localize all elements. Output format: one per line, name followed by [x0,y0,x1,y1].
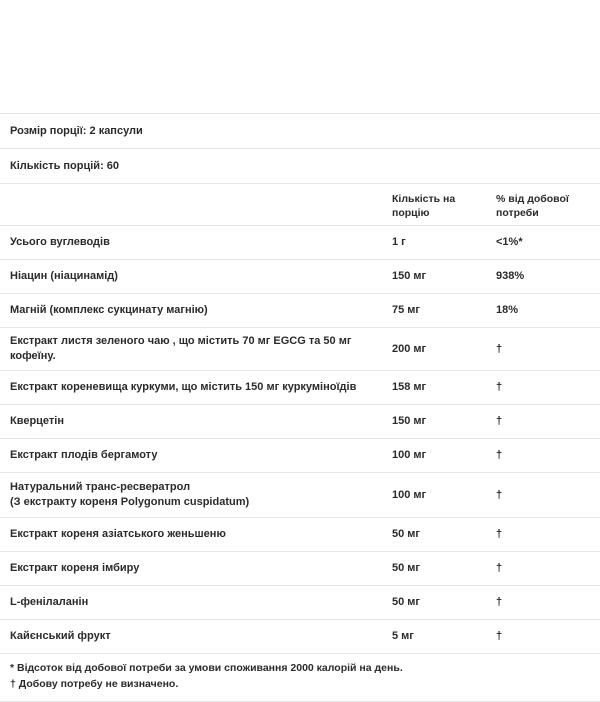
nutrient-name: Екстракт кореневища куркуми, що містить 150 мг куркуміноїдів [0,371,392,405]
table-header-row [0,184,600,226]
nutrient-daily-value: † [496,586,600,620]
nutrient-amount: 75 мг [392,294,496,328]
nutrient-source: (З екстракту кореня Polygonum cuspidatum) [10,496,250,509]
nutrient-daily-value: † [496,405,600,439]
table-row [0,518,600,552]
servings-dv-spacer [496,149,600,184]
nutrient-name: Усього вуглеводів [0,226,392,260]
nutrient-daily-value: † [496,620,600,654]
footnotes [0,654,600,702]
nutrient-daily-value: † [496,371,600,405]
servings-per-container-label: Кількість порцій: 60 [0,149,392,184]
nutrient-amount: 100 мг [392,439,496,473]
serving-size-dv-spacer [496,114,600,149]
table-row [0,226,600,260]
nutrient-name: Кверцетін [0,405,392,439]
nutrient-name: Ніацин (ніацинамід) [0,260,392,294]
nutrient-daily-value: † [496,439,600,473]
column-header-amount-per-serving: Кількість на порцію [392,184,496,226]
nutrient-amount: 158 мг [392,371,496,405]
nutrient-amount: 200 мг [392,328,496,371]
table-row [0,260,600,294]
nutrient-name: Натуральний транс-ресвератрол [10,481,191,494]
nutrient-daily-value: <1%* [496,226,600,260]
table-row [0,620,600,654]
serving-size-amount-spacer [392,114,496,149]
nutrient-daily-value: 18% [496,294,600,328]
nutrient-daily-value: † [496,552,600,586]
footnotes-row [0,654,600,702]
nutrient-name: Екстракт плодів бергамоту [0,439,392,473]
nutrient-daily-value: † [496,518,600,552]
table-row [0,328,600,371]
supplement-facts-panel [0,113,600,702]
nutrient-amount: 50 мг [392,552,496,586]
nutrient-amount: 150 мг [392,260,496,294]
column-header-daily-value: % від добової потреби [496,184,600,226]
table-row [0,473,600,518]
table-row [0,439,600,473]
footnote-daily-value-basis: * Відсоток від добової потреби за умови споживання 2000 калорій на день. [10,662,403,675]
nutrient-name-cell [0,473,392,518]
nutrient-name: Екстракт кореня імбиру [0,552,392,586]
supplement-facts-table [0,113,600,702]
nutrient-name: L-фенілаланін [0,586,392,620]
nutrient-name: Екстракт кореня азіатського женьшеню [0,518,392,552]
nutrient-amount: 1 г [392,226,496,260]
nutrient-daily-value: 938% [496,260,600,294]
table-body [0,114,600,702]
servings-amount-spacer [392,149,496,184]
nutrient-amount: 5 мг [392,620,496,654]
nutrient-amount: 150 мг [392,405,496,439]
column-header-nutrient [0,184,392,226]
nutrient-daily-value: † [496,328,600,371]
nutrient-amount: 50 мг [392,586,496,620]
table-row [0,552,600,586]
nutrient-name: Екстракт листя зеленого чаю , що містить 70 мг EGCG та 50 мг кофеїну. [0,328,392,371]
serving-size-label: Розмір порції: 2 капсули [0,114,392,149]
table-row [0,405,600,439]
footnote-dagger-note: † Добову потребу не визначено. [10,677,179,690]
nutrient-amount: 100 мг [392,473,496,518]
nutrient-name: Магній (комплекс сукцинату магнію) [0,294,392,328]
serving-size-row [0,114,600,149]
table-row [0,586,600,620]
nutrient-amount: 50 мг [392,518,496,552]
servings-per-container-row [0,149,600,184]
nutrient-name: Кайєнський фрукт [0,620,392,654]
table-row [0,294,600,328]
nutrient-daily-value: † [496,473,600,518]
table-row [0,371,600,405]
